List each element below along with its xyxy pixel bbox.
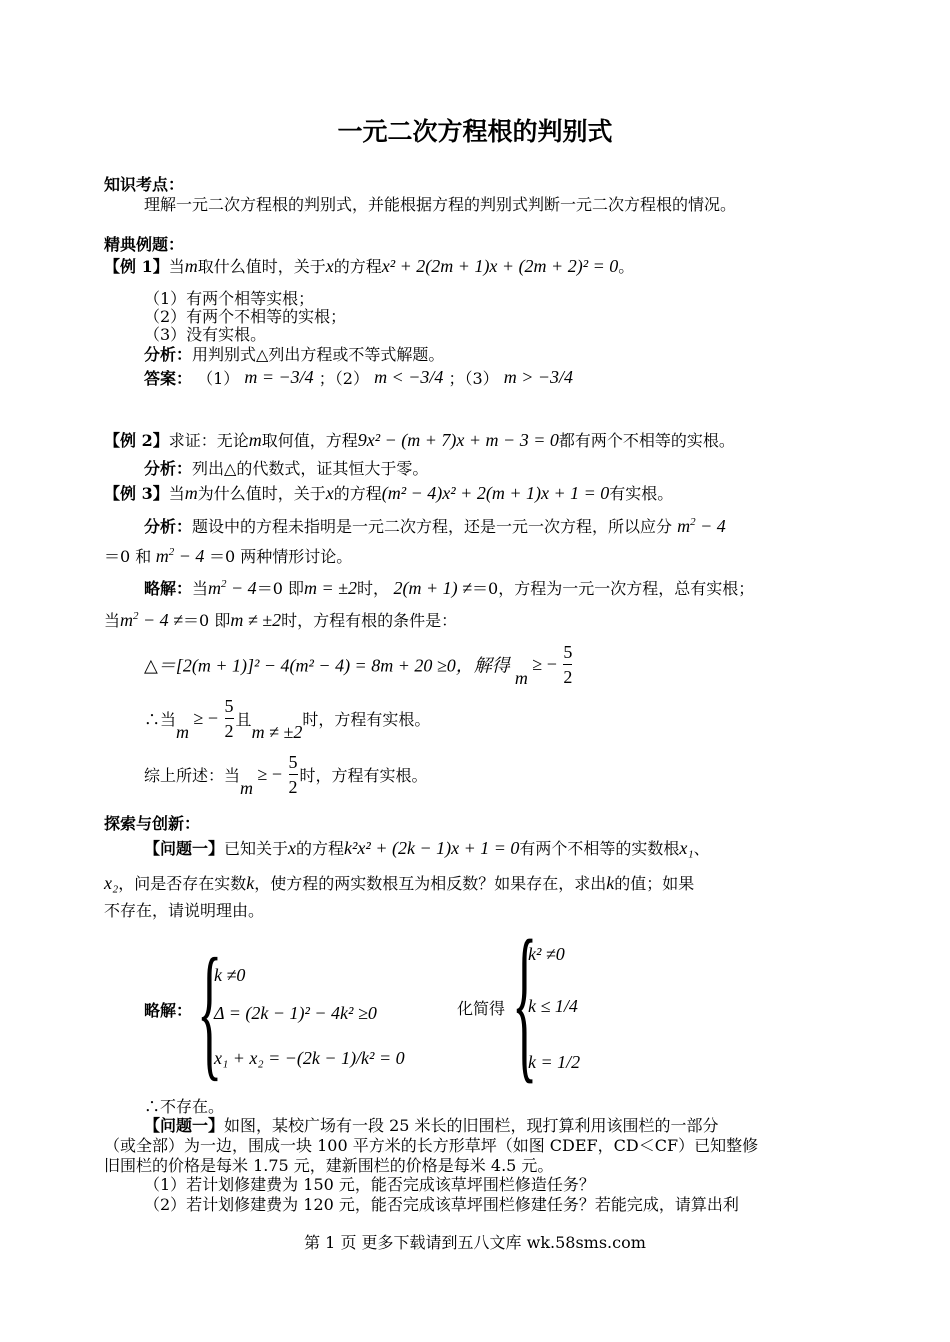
example-2-tag: 【例 2】 <box>104 431 169 450</box>
var-m: m <box>248 430 262 450</box>
ex1-answer-3: m > −3/4 <box>503 367 574 387</box>
ex3-summary-b: 时，方程有实根。 <box>299 766 428 785</box>
ex3-delta-expression: △＝[2(m + 1)]² − 4(m² − 4) = 8m + 20 ≥0，解得 <box>144 655 510 676</box>
page-footer: 第 1 页 更多下载请到五八文库 wk.58sms.com <box>304 1233 646 1252</box>
ex3-therefore-a: ∴当 <box>144 710 177 729</box>
left-brace-2: { <box>512 904 538 1098</box>
problem-1-line3: 不存在，请说明理由。 <box>104 901 265 920</box>
ex1-equation: x² + 2(2m + 1)x + (2m + 2)² = 0 <box>381 256 619 276</box>
ex3-analysis-line1: 分析：题设中的方程未指明是一元二次方程，还是一元一次方程，所以应分 $m^2 - 4$ <box>144 516 726 536</box>
page-title: 一元二次方程根的判别式 <box>337 117 613 146</box>
ex3-therefore-line: ∴当m ≥ − $\frac{5}{2}$ 且m ≠ ±2时，方程有实根。 <box>144 696 431 742</box>
ex3-therefore-c: 时，方程有实根。 <box>302 710 431 729</box>
var-x: x <box>288 838 297 858</box>
problem-2-line2: （或全部）为一边，围成一块 100 平方米的长方形草坪（如图 CDEF，CD＜CF）已知整修 <box>104 1136 759 1155</box>
problem-1-tag: 【问题一】 <box>144 839 225 858</box>
ex3-solution-line1: 略解：当$m^2 - 4=0$ 即m = ±2时， 2(m + 1) ≠＝0，方程为一元一次方程，总有实根； <box>144 578 755 598</box>
problem-1-line2-a: ，问是否存在实数 <box>118 874 247 893</box>
sys2-line-2: k ≤ 1/4 <box>528 996 578 1016</box>
var-x1: x₁ <box>679 838 694 858</box>
explore-heading: 探索与创新： <box>104 814 201 833</box>
ex1-analysis <box>144 342 444 365</box>
var-x2: x₂ <box>104 873 119 893</box>
ex3-delta-line: △＝[2(m + 1)]² − 4(m² − 4) = 8m + 20 ≥0，解得 m ≥ − $\frac{5}{2}$ <box>144 642 573 688</box>
problem-2-line4: （1）若计划修建费为 150 元，能否完成该草坪围栏修造任务？ <box>144 1175 595 1194</box>
problem-2-text-1: 如图，某校广场有一段 25 米长的旧围栏，现打算利用该围栏的一部分 <box>224 1116 719 1135</box>
sys1-line-3: x₁ + x₂ = −(2k − 1)/k² = 0 <box>214 1048 405 1068</box>
ex3-text-mid2: 的方程 <box>333 484 382 503</box>
ex3-sol-1c: 时， <box>357 579 390 598</box>
ex1-analysis-text: 用判别式△列出方程或不等式解题。 <box>192 345 445 364</box>
ex3-tail: 有实根。 <box>609 484 674 503</box>
ex1-item-2: （2）有两个不相等的实根； <box>144 307 347 326</box>
ex1-answer-2: m < −3/4 <box>374 367 444 387</box>
example-1-line <box>104 254 634 277</box>
problem-1-text-c: 有两个不相等的实数根 <box>519 839 680 858</box>
ex3-analysis-text-2a: ＝0 和 <box>104 547 152 566</box>
ex1-answer-1-label: （1） <box>197 369 240 388</box>
ex3-sol-1b: ＝0 即 <box>256 579 304 598</box>
ex3-analysis-text-1: 题设中的方程未指明是一元二次方程，还是一元一次方程，所以应分 <box>192 517 673 536</box>
ex2-equation: 9x² − (m + 7)x + m − 3 = 0 <box>357 430 559 450</box>
ex3-solution-label: 略解： <box>144 579 193 598</box>
example-3-tag: 【例 3】 <box>104 484 169 503</box>
ex1-analysis-label: 分析： <box>144 345 193 364</box>
ex3-summary-line: 综上所述：当m ≥ − $\frac{5}{2}$ 时，方程有实根。 <box>144 752 428 798</box>
sys1-line-2: Δ = (2k − 1)² − 4k² ≥0 <box>214 1003 377 1023</box>
ex3-text-mid1: 为什么值时，关于 <box>197 484 326 503</box>
var-x: x <box>325 483 334 503</box>
problem-1-line1 <box>144 836 710 859</box>
problem-1-solution-label: 略解： <box>144 1001 193 1020</box>
sys1-line-1: k ≠0 <box>214 965 246 985</box>
ex3-sol-2b: ＝0 即 <box>183 611 231 630</box>
var-x: x <box>325 256 334 276</box>
ex3-text-pre: 当 <box>168 484 185 503</box>
example-3-line <box>104 481 673 504</box>
var-m: m <box>184 256 198 276</box>
left-brace-1: { <box>197 928 223 1094</box>
problem-1-text-d: 、 <box>693 839 710 858</box>
examples-heading: 精典例题： <box>104 235 185 254</box>
problem-2-line5: （2）若计划修建费为 120 元，能否完成该草坪围栏修建任务？若能完成，请算出利 <box>144 1195 739 1214</box>
ex1-item-3: （3）没有实根。 <box>144 325 267 344</box>
ex2-analysis-label: 分析： <box>144 459 193 478</box>
problem-1-text-b: 的方程 <box>296 839 345 858</box>
ex1-text-mid1: 取什么值时，关于 <box>197 257 326 276</box>
ex3-equation: (m² − 4)x² + 2(m + 1)x + 1 = 0 <box>381 483 610 503</box>
problem-1-conclusion: ∴不存在。 <box>144 1097 225 1116</box>
var-k: k <box>606 873 615 893</box>
simplify-label: 化简得 <box>457 999 506 1018</box>
ex1-answer-2-label: ；（2） <box>318 369 369 388</box>
ex3-sol-1d: ＝0，方程为一元一次方程，总有实根； <box>472 579 755 598</box>
ex3-sol-2a: 当 <box>104 611 121 630</box>
var-m: m <box>184 483 198 503</box>
sys2-line-3: k = 1/2 <box>528 1052 581 1072</box>
problem-2-tag: 【问题一】 <box>144 1116 225 1135</box>
problem-2-line3: 旧围栏的价格是每米 1.75 元，建新围栏的价格是每米 4.5 元。 <box>104 1156 554 1175</box>
problem-1-text-a: 已知关于 <box>224 839 289 858</box>
ex1-answer <box>144 366 573 389</box>
problem-1-equation: k²x² + (2k − 1)x + 1 = 0 <box>344 838 520 858</box>
ex1-tail: 。 <box>618 257 635 276</box>
ex3-sol-2c: 时，方程有根的条件是： <box>281 611 458 630</box>
sys2-line-1: k² ≠0 <box>528 944 565 964</box>
ex1-answer-1: m = −3/4 <box>244 367 314 387</box>
knowledge-text: 理解一元二次方程根的判别式，并能根据方程的判别式判断一元二次方程根的情况。 <box>144 195 737 214</box>
ex3-sol-1a: 当 <box>192 579 209 598</box>
example-1-tag: 【例 1】 <box>104 257 169 276</box>
ex3-analysis-label: 分析： <box>144 517 193 536</box>
ex1-item-1: （1）有两个相等实根； <box>144 289 315 308</box>
ex3-analysis-text-2b: ＝0 两种情形讨论。 <box>208 547 353 566</box>
ex1-answer-3-label: ；（3） <box>448 369 499 388</box>
ex3-summary-a: 综上所述：当 <box>144 766 241 785</box>
knowledge-heading: 知识考点： <box>104 175 185 194</box>
ex3-analysis-line2: ＝0 和 $m^2 - 4 =0$ 两种情形讨论。 <box>104 546 353 566</box>
ex1-text-mid2: 的方程 <box>333 257 382 276</box>
ex3-solution-line2: 当$m^2 - 4 \ne=0$ 即m ≠ ±2时，方程有根的条件是： <box>104 610 458 630</box>
ex2-analysis <box>144 456 428 479</box>
var-k: k <box>246 873 255 893</box>
example-2-line <box>104 428 735 451</box>
ex1-answer-label: 答案： <box>144 369 193 388</box>
ex2-text-pre: 求证：无论 <box>168 431 249 450</box>
problem-1-line2-b: ，使方程的两实数根互为相反数？如果存在，求出 <box>254 874 607 893</box>
problem-1-line2 <box>104 871 694 894</box>
ex2-analysis-text: 列出△的代数式，证其恒大于零。 <box>192 459 429 478</box>
problem-1-line2-c: 的值；如果 <box>614 874 695 893</box>
ex2-text-mid: 取何值，方程 <box>261 431 358 450</box>
ex2-tail: 都有两个不相等的实根。 <box>558 431 735 450</box>
ex1-text-pre: 当 <box>168 257 185 276</box>
ex3-therefore-b: 且 <box>235 710 252 729</box>
